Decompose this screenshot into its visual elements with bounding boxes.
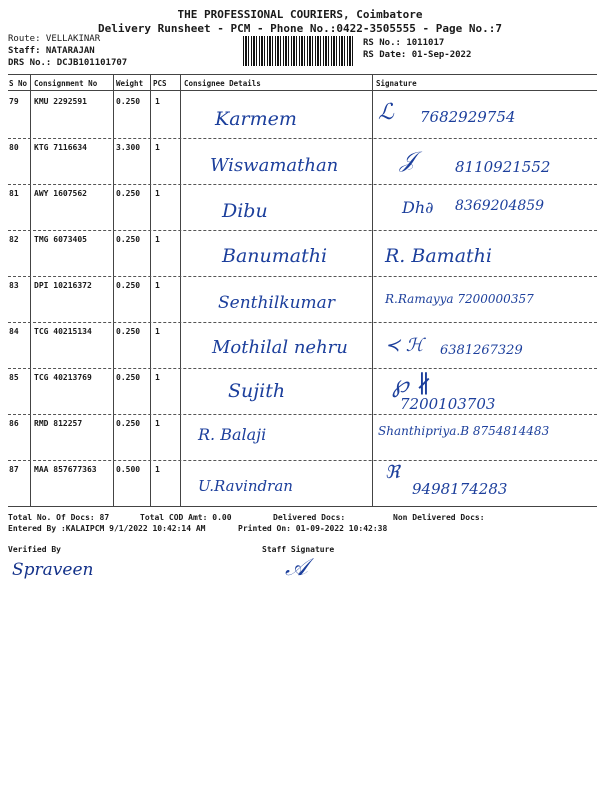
drs-number: DRS No.: DCJB101101707 xyxy=(8,58,128,68)
col-header-consignment: Consignment No xyxy=(34,79,98,88)
row-signature: 8110921552 xyxy=(455,158,551,176)
row-consignee-name: Mothilal nehru xyxy=(212,337,348,358)
signature-mark: Dh∂ xyxy=(402,198,434,217)
total-cod: Total COD Amt: 0.00 xyxy=(140,513,232,522)
non-delivered-docs: Non Delivered Docs: xyxy=(393,513,485,522)
row-pcs: 1 xyxy=(155,189,160,198)
row-weight: 0.500 xyxy=(116,465,141,474)
row-divider xyxy=(8,414,597,415)
row-pcs: 1 xyxy=(155,97,160,106)
delivered-docs: Delivered Docs: xyxy=(273,513,346,522)
row-sno: 83 xyxy=(9,281,19,290)
row-signature: R.Ramayya 7200000357 xyxy=(385,292,534,306)
row-sno: 87 xyxy=(9,465,19,474)
row-sno: 80 xyxy=(9,143,19,152)
row-consignment: KMU 2292591 xyxy=(34,97,87,106)
printed-on: Printed On: 01-09-2022 10:42:38 xyxy=(238,524,388,533)
row-signature: R. Bamathi xyxy=(385,245,492,267)
row-consignee-name: Sujith xyxy=(228,380,286,402)
verifier-signature: Spraveen xyxy=(12,560,94,580)
row-consignment: DPI 10216372 xyxy=(34,281,92,290)
staff-signature-label: Staff Signature xyxy=(262,545,335,554)
row-signature: 8369204859 xyxy=(455,198,545,214)
row-sno: 84 xyxy=(9,327,19,336)
row-pcs: 1 xyxy=(155,327,160,336)
row-sno: 85 xyxy=(9,373,19,382)
row-sno: 86 xyxy=(9,419,19,428)
row-pcs: 1 xyxy=(155,235,160,244)
row-sno: 81 xyxy=(9,189,19,198)
signature-mark: ℒ xyxy=(378,100,394,125)
barcode-image xyxy=(243,36,353,66)
row-weight: 3.300 xyxy=(116,143,141,152)
signature-mark: ℜ xyxy=(385,462,400,483)
row-consignment: RMD 812257 xyxy=(34,419,83,428)
row-consignee-name: U.Ravindran xyxy=(198,477,293,495)
row-weight: 0.250 xyxy=(116,419,141,428)
row-weight: 0.250 xyxy=(116,189,141,198)
row-signature: 9498174283 xyxy=(412,480,508,498)
row-weight: 0.250 xyxy=(116,97,141,106)
row-divider xyxy=(8,368,597,369)
verified-by-label: Verified By xyxy=(8,545,61,554)
row-consignment: KTG 7116634 xyxy=(34,143,87,152)
row-weight: 0.250 xyxy=(116,373,141,382)
row-consignee-name: Banumathi xyxy=(222,245,328,267)
row-pcs: 1 xyxy=(155,143,160,152)
signature-mark: ℘ ∦ xyxy=(392,370,432,398)
row-sno: 82 xyxy=(9,235,19,244)
col-header-weight: Weight xyxy=(116,79,144,88)
row-divider xyxy=(8,184,597,185)
row-sno: 79 xyxy=(9,97,19,106)
row-weight: 0.250 xyxy=(116,327,141,336)
col-header-sno: S No xyxy=(9,79,28,88)
company-title: THE PROFESSIONAL COURIERS, Coimbatore xyxy=(177,8,423,21)
staff-signature-mark: 𝒜 xyxy=(285,553,308,581)
row-consignment: TCG 40213769 xyxy=(34,373,92,382)
row-pcs: 1 xyxy=(155,419,160,428)
row-weight: 0.250 xyxy=(116,235,141,244)
row-weight: 0.250 xyxy=(116,281,141,290)
table-header-border xyxy=(8,90,597,91)
table-bottom-border xyxy=(8,506,597,507)
col-header-signature: Signature xyxy=(376,79,417,88)
row-signature: 6381267329 xyxy=(440,343,523,358)
col-header-pcs: PCS xyxy=(153,79,167,88)
table-top-border xyxy=(8,74,597,75)
total-docs: Total No. Of Docs: 87 xyxy=(8,513,110,522)
col-header-consignee: Consignee Details xyxy=(184,79,261,88)
runsheet-subtitle: Delivery Runsheet - PCM - Phone No.:0422-3505555 - Page No.:7 xyxy=(98,22,502,35)
row-consignee-name: Wiswamathan xyxy=(210,155,339,176)
row-divider xyxy=(8,460,597,461)
row-pcs: 1 xyxy=(155,373,160,382)
row-divider xyxy=(8,138,597,139)
row-pcs: 1 xyxy=(155,281,160,290)
row-consignee-name: Senthilkumar xyxy=(218,293,335,313)
row-signature: Shanthipriya.B 8754814483 xyxy=(378,424,550,438)
row-pcs: 1 xyxy=(155,465,160,474)
staff-label: Staff: NATARAJAN xyxy=(8,46,95,56)
entered-by: Entered By :KALAIPCM 9/1/2022 10:42:14 AM xyxy=(8,524,206,533)
rs-number: RS No.: 1011017 xyxy=(363,38,445,48)
row-consignment: TCG 40215134 xyxy=(34,327,92,336)
row-consignment: TMG 6073405 xyxy=(34,235,87,244)
row-signature: 7682929754 xyxy=(420,108,516,126)
row-divider xyxy=(8,276,597,277)
signature-mark: 𝒥 xyxy=(400,148,416,173)
rs-date: RS Date: 01-Sep-2022 xyxy=(363,50,472,60)
route-label: Route: VELLAKINAR xyxy=(8,34,101,44)
row-consignment: MAA 857677363 xyxy=(34,465,97,474)
row-divider xyxy=(8,230,597,231)
row-consignee-name: R. Balaji xyxy=(198,425,267,444)
row-consignee-name: Dibu xyxy=(222,200,268,222)
row-divider xyxy=(8,322,597,323)
row-consignment: AWY 1607562 xyxy=(34,189,87,198)
row-consignee-name: Karmem xyxy=(215,108,297,130)
signature-mark: ≺ ℋ xyxy=(385,335,424,356)
row-signature: 7200103703 xyxy=(400,395,496,413)
